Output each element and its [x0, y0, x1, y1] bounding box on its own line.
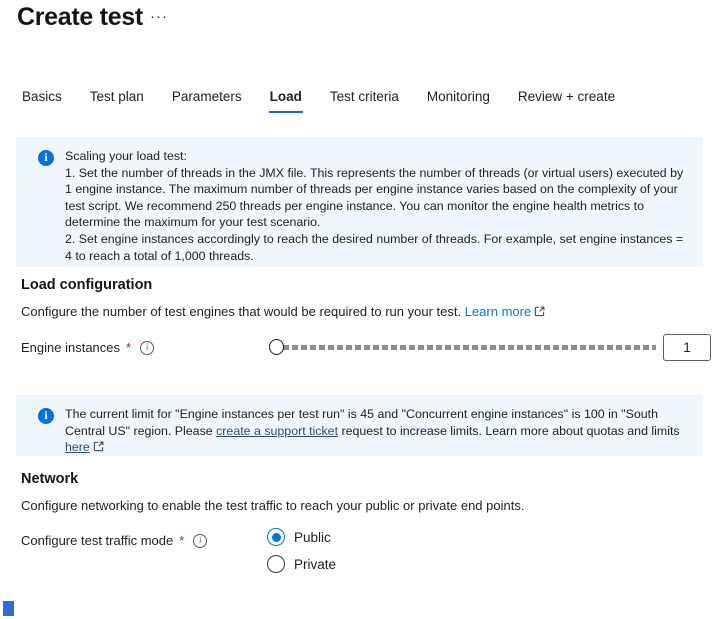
- radio-private-label: Private: [294, 556, 337, 572]
- scaling-info-heading: Scaling your load test:: [65, 149, 187, 163]
- learn-more-link[interactable]: Learn more: [464, 304, 532, 319]
- engine-instances-input[interactable]: [663, 334, 711, 361]
- quota-info-text: [65, 406, 687, 457]
- tab-load[interactable]: Load: [269, 89, 303, 113]
- external-link-icon: [534, 305, 545, 320]
- network-description: Configure networking to enable the test traffic to reach your public or private end points.: [21, 498, 525, 513]
- radio-option-private[interactable]: [267, 555, 336, 573]
- required-asterisk: *: [179, 533, 185, 548]
- quota-text-2: request to increase limits. Learn more about quotas and limits: [338, 423, 680, 438]
- engine-instances-label: Engine instances * i: [21, 340, 154, 355]
- bottom-left-blue-fragment: [3, 601, 14, 616]
- tab-review-create[interactable]: Review + create: [517, 89, 616, 113]
- traffic-mode-info-icon[interactable]: i: [193, 534, 207, 548]
- tab-basics[interactable]: Basics: [21, 89, 63, 113]
- scaling-info-box: [16, 137, 703, 267]
- engine-instances-info-icon[interactable]: i: [140, 341, 154, 355]
- engine-instances-slider[interactable]: [269, 339, 656, 356]
- tab-parameters[interactable]: Parameters: [171, 89, 243, 113]
- traffic-mode-label: Configure test traffic mode * i: [21, 533, 207, 548]
- quota-here-link[interactable]: here: [65, 440, 90, 455]
- radio-private-icon[interactable]: [267, 555, 285, 573]
- required-asterisk: *: [126, 340, 132, 355]
- traffic-mode-radio-group: [267, 528, 336, 573]
- slider-thumb[interactable]: [269, 339, 284, 355]
- more-options-button[interactable]: ···: [150, 8, 168, 25]
- load-configuration-description-text: Configure the number of test engines that would be required to run your test.: [21, 304, 465, 319]
- load-configuration-heading: Load configuration: [21, 277, 153, 293]
- radio-public-icon[interactable]: [267, 528, 285, 546]
- info-icon: i: [38, 150, 54, 166]
- scaling-info-text: [65, 148, 687, 264]
- create-support-ticket-link[interactable]: create a support ticket: [216, 423, 339, 438]
- radio-option-public[interactable]: [267, 528, 336, 546]
- network-heading: Network: [21, 471, 79, 487]
- radio-public-label: Public: [294, 529, 331, 545]
- slider-track[interactable]: [283, 345, 656, 350]
- scaling-info-line2: 2. Set engine instances accordingly to reach the desired number of threads. For example, set engine instances = 4 to reach a total of 1,000 threads.: [65, 231, 684, 263]
- tab-test-plan[interactable]: Test plan: [89, 89, 145, 113]
- tab-monitoring[interactable]: Monitoring: [426, 89, 491, 113]
- info-icon: i: [38, 408, 54, 424]
- quota-info-box: [16, 395, 703, 456]
- quota-text-1: The current limit for "Engine instances per test run" is 45 and "Concurrent engine instances" is 100 in "South Central US" region. Please: [65, 407, 658, 438]
- page-title: Create test: [17, 3, 143, 31]
- external-link-icon: [93, 440, 104, 457]
- wizard-tab-bar: [21, 89, 616, 113]
- scaling-info-line1: 1. Set the number of threads in the JMX file. This represents the number of threads (or virtual users) executed by 1 engine instance. The maximum number of threads per engine instance varies based on the complexity of your test script. We recommend 250 threads per engine instance. You can monitor the engine health metrics to determine the maximum for your test scenario.: [65, 165, 684, 230]
- load-configuration-description: [21, 304, 545, 320]
- tab-test-criteria[interactable]: Test criteria: [329, 89, 400, 113]
